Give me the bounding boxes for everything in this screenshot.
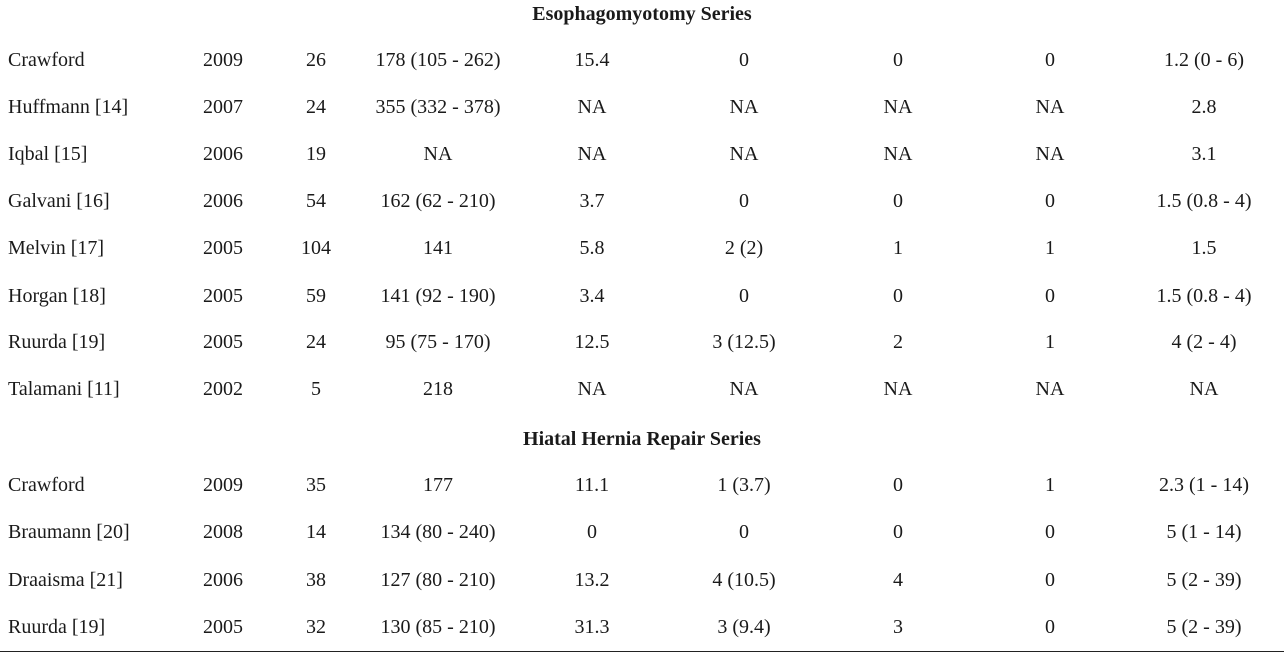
cell-reoperation: 0: [893, 521, 903, 543]
cell-year: 2006: [203, 143, 243, 165]
table-row: [0, 92, 1284, 122]
cell-n: 5: [311, 378, 321, 400]
cell-conversion: 15.4: [574, 49, 610, 71]
cell-complications: 1 (3.7): [717, 474, 771, 496]
cell-length-of-stay: 1.5 (0.8 - 4): [1156, 285, 1252, 307]
table-row: [0, 281, 1284, 311]
cell-operative-time: 134 (80 - 240): [380, 521, 496, 543]
cell-n: 38: [306, 569, 326, 591]
cell-n: 32: [306, 616, 326, 638]
cell-length-of-stay: 2.8: [1191, 96, 1217, 118]
table-row: [0, 565, 1284, 595]
cell-operative-time: 162 (62 - 210): [380, 190, 496, 212]
cell-mortality: 0: [1045, 285, 1055, 307]
cell-author: Crawford: [8, 474, 85, 496]
cell-operative-time: 127 (80 - 210): [380, 569, 496, 591]
cell-n: 26: [306, 49, 326, 71]
cell-conversion: 31.3: [574, 616, 610, 638]
cell-complications: 0: [739, 190, 749, 212]
cell-complications: 3 (12.5): [712, 331, 776, 353]
cell-conversion: 5.8: [579, 237, 605, 259]
table-row: [0, 517, 1284, 547]
table-row: [0, 327, 1284, 357]
table-row: [0, 139, 1284, 169]
cell-year: 2007: [203, 96, 243, 118]
cell-length-of-stay: 5 (1 - 14): [1166, 521, 1242, 543]
cell-author: Huffmann [14]: [8, 96, 129, 118]
cell-author: Horgan [18]: [8, 285, 106, 307]
cell-complications: NA: [729, 143, 759, 165]
cell-operative-time: 218: [423, 378, 453, 400]
table-row: [0, 233, 1284, 263]
cell-complications: 0: [739, 521, 749, 543]
cell-author: Braumann [20]: [8, 521, 130, 543]
cell-operative-time: NA: [423, 143, 453, 165]
cell-mortality: NA: [1035, 143, 1065, 165]
table-row: [0, 470, 1284, 500]
cell-year: 2005: [203, 285, 243, 307]
cell-year: 2005: [203, 331, 243, 353]
cell-n: 35: [306, 474, 326, 496]
cell-conversion: 3.7: [579, 190, 605, 212]
cell-mortality: 0: [1045, 616, 1055, 638]
cell-reoperation: 2: [893, 331, 903, 353]
cell-conversion: 3.4: [579, 285, 605, 307]
cell-year: 2009: [203, 49, 243, 71]
cell-operative-time: 130 (85 - 210): [380, 616, 496, 638]
cell-year: 2006: [203, 569, 243, 591]
cell-year: 2009: [203, 474, 243, 496]
cell-conversion: 12.5: [574, 331, 610, 353]
cell-mortality: 0: [1045, 49, 1055, 71]
cell-operative-time: 141 (92 - 190): [380, 285, 496, 307]
cell-complications: 4 (10.5): [712, 569, 776, 591]
table-row: [0, 374, 1284, 404]
cell-conversion: 11.1: [574, 474, 610, 496]
cell-year: 2002: [203, 378, 243, 400]
cell-operative-time: 141: [423, 237, 453, 259]
cell-conversion: NA: [577, 143, 607, 165]
cell-conversion: NA: [577, 378, 607, 400]
cell-length-of-stay: 2.3 (1 - 14): [1159, 474, 1249, 496]
cell-operative-time: 355 (332 - 378): [375, 96, 501, 118]
cell-author: Galvani [16]: [8, 190, 110, 212]
cell-mortality: 0: [1045, 521, 1055, 543]
table-row: [0, 186, 1284, 216]
cell-operative-time: 177: [423, 474, 453, 496]
table-row: [0, 612, 1284, 642]
cell-year: 2005: [203, 616, 243, 638]
cell-reoperation: NA: [883, 96, 913, 118]
cell-mortality: 1: [1045, 237, 1055, 259]
cell-author: Ruurda [19]: [8, 331, 106, 353]
cell-reoperation: 0: [893, 190, 903, 212]
cell-complications: 3 (9.4): [717, 616, 771, 638]
cell-length-of-stay: 5 (2 - 39): [1166, 616, 1242, 638]
table-row: [0, 45, 1284, 75]
cell-length-of-stay: 3.1: [1191, 143, 1217, 165]
cell-length-of-stay: NA: [1189, 378, 1219, 400]
cell-n: 59: [306, 285, 326, 307]
cell-author: Ruurda [19]: [8, 616, 106, 638]
cell-complications: NA: [729, 96, 759, 118]
cell-mortality: 0: [1045, 190, 1055, 212]
cell-operative-time: 95 (75 - 170): [385, 331, 491, 353]
cell-length-of-stay: 1.5: [1191, 237, 1217, 259]
section-title-hiatal-hernia: Hiatal Hernia Repair Series: [523, 428, 761, 450]
cell-mortality: 1: [1045, 474, 1055, 496]
cell-complications: 0: [739, 49, 749, 71]
cell-reoperation: NA: [883, 143, 913, 165]
section-title-esophagomyotomy: Esophagomyotomy Series: [532, 3, 752, 25]
cell-conversion: 0: [587, 521, 597, 543]
cell-length-of-stay: 5 (2 - 39): [1166, 569, 1242, 591]
cell-operative-time: 178 (105 - 262): [375, 49, 501, 71]
cell-mortality: NA: [1035, 378, 1065, 400]
cell-length-of-stay: 1.2 (0 - 6): [1164, 49, 1244, 71]
cell-reoperation: 1: [893, 237, 903, 259]
cell-author: Melvin [17]: [8, 237, 105, 259]
cell-year: 2005: [203, 237, 243, 259]
cell-conversion: NA: [577, 96, 607, 118]
cell-reoperation: NA: [883, 378, 913, 400]
cell-n: 104: [301, 237, 331, 259]
cell-reoperation: 0: [893, 474, 903, 496]
cell-complications: 2 (2): [724, 237, 764, 259]
cell-complications: NA: [729, 378, 759, 400]
table-bottom-rule: [0, 651, 1284, 652]
cell-reoperation: 0: [893, 49, 903, 71]
cell-mortality: 0: [1045, 569, 1055, 591]
cell-year: 2008: [203, 521, 243, 543]
cell-year: 2006: [203, 190, 243, 212]
cell-reoperation: 0: [893, 285, 903, 307]
cell-mortality: NA: [1035, 96, 1065, 118]
cell-complications: 0: [739, 285, 749, 307]
cell-n: 24: [306, 96, 326, 118]
cell-reoperation: 3: [893, 616, 903, 638]
cell-author: Draaisma [21]: [8, 569, 123, 591]
cell-reoperation: 4: [893, 569, 903, 591]
cell-author: Crawford: [8, 49, 85, 71]
cell-conversion: 13.2: [574, 569, 610, 591]
cell-n: 24: [306, 331, 326, 353]
cell-mortality: 1: [1045, 331, 1055, 353]
cell-author: Iqbal [15]: [8, 143, 88, 165]
cell-length-of-stay: 4 (2 - 4): [1171, 331, 1237, 353]
cell-n: 19: [306, 143, 326, 165]
cell-length-of-stay: 1.5 (0.8 - 4): [1156, 190, 1252, 212]
cell-author: Talamani [11]: [8, 378, 120, 400]
cell-n: 54: [306, 190, 326, 212]
cell-n: 14: [306, 521, 326, 543]
